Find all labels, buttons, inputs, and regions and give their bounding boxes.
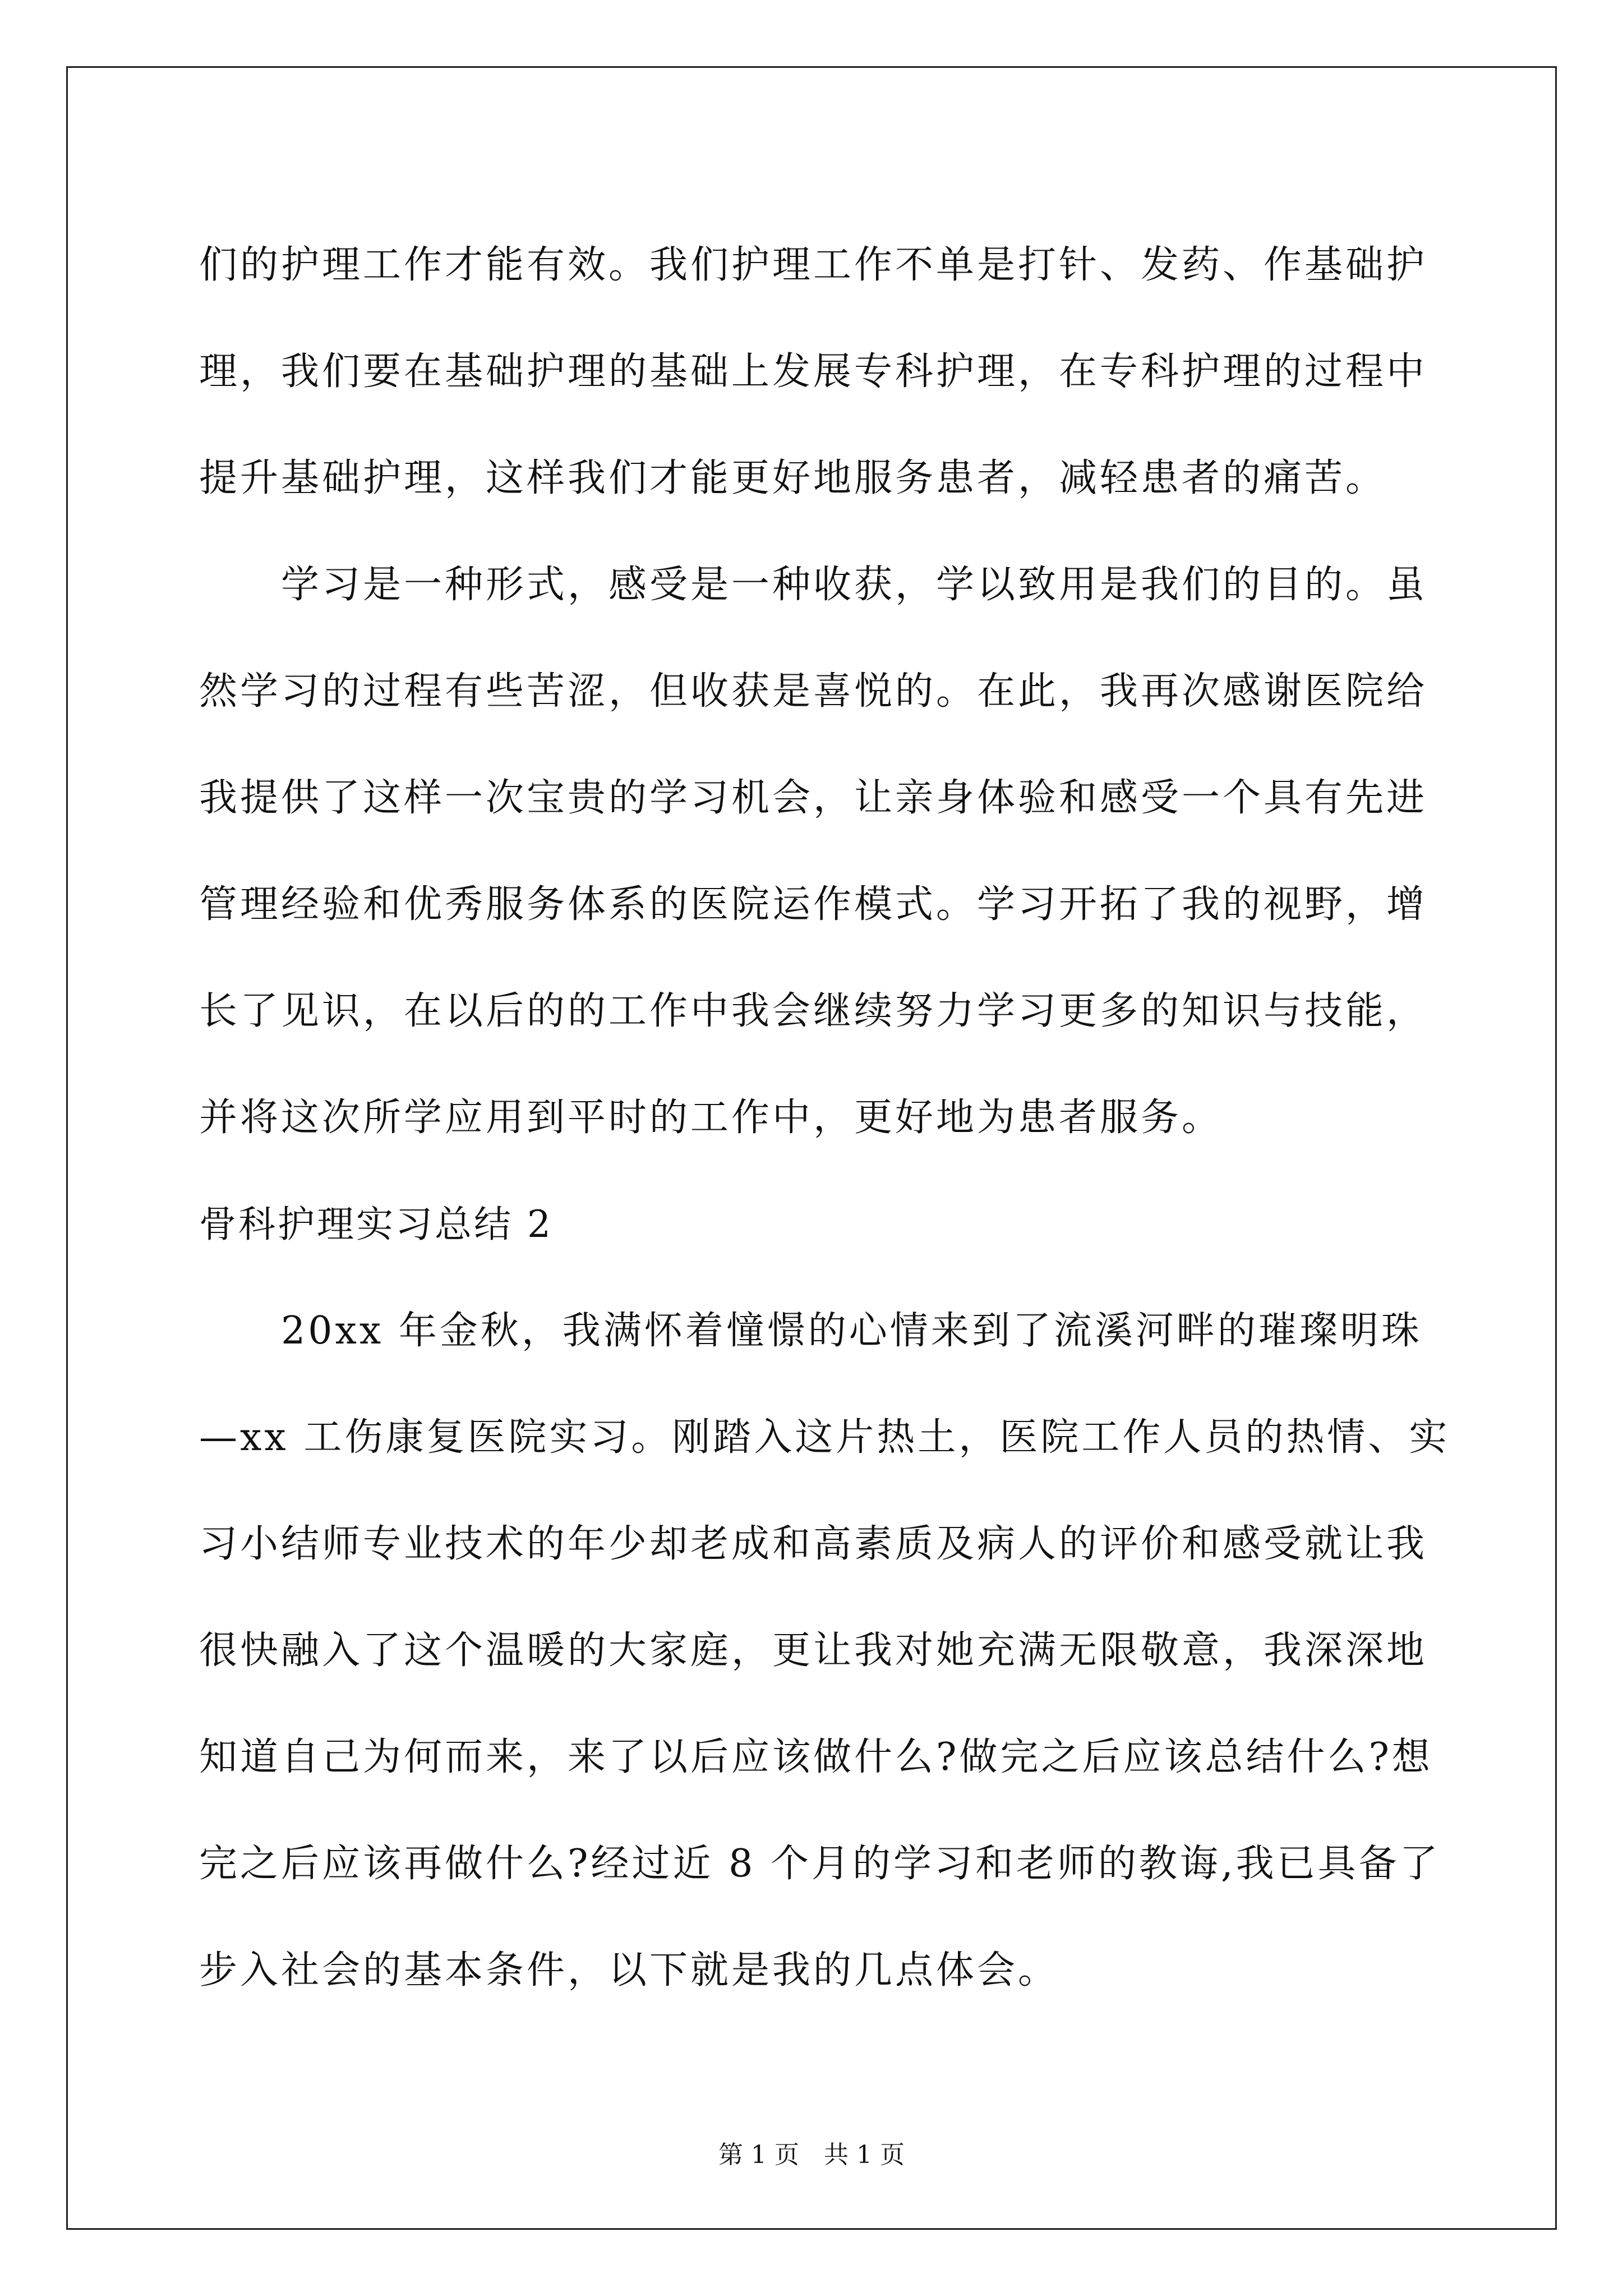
text-line: 20xx 年金秋，我满怀着憧憬的心情来到了流溪河畔的璀璨明珠: [199, 1309, 1422, 1353]
section-heading: 骨科护理实习总结 2: [199, 1203, 553, 1246]
text-line: 我提供了这样一次宝贵的学习机会，让亲身体验和感受一个具有先进: [199, 776, 1428, 820]
text-line: —xx 工伤康复医院实习。刚踏入这片热土，医院工作人员的热情、实: [199, 1415, 1450, 1460]
text-line: 理，我们要在基础护理的基础上发展专科护理，在专科护理的过程中: [199, 349, 1428, 394]
text-line: 长了见识，在以后的的工作中我会继续努力学习更多的知识与技能，: [199, 989, 1428, 1033]
text-line: 习小结师专业技术的年少却老成和高素质及病人的评价和感受就让我: [199, 1522, 1428, 1566]
text-line: 然学习的过程有些苦涩，但收获是喜悦的。在此，我再次感谢医院给: [199, 669, 1428, 714]
text-line: 很快融入了这个温暖的大家庭，更让我对她充满无限敬意，我深深地: [199, 1628, 1428, 1673]
text-line: 知道自己为何而来，来了以后应该做什么?做完之后应该总结什么?想: [199, 1735, 1433, 1779]
text-line: 学习是一种形式，感受是一种收获，学以致用是我们的目的。虽: [199, 563, 1428, 607]
text-line: 们的护理工作才能有效。我们护理工作不单是打针、发药、作基础护: [199, 243, 1428, 287]
text-line: 并将这次所学应用到平时的工作中，更好地为患者服务。: [199, 1096, 1223, 1140]
page-number-footer: 第 1 页 共 1 页: [718, 2141, 905, 2169]
text-line: 提升基础护理，这样我们才能更好地服务患者，减轻患者的痛苦。: [199, 456, 1387, 500]
document-body: [199, 212, 1450, 2024]
text-line: 管理经验和优秀服务体系的医院运作模式。学习开拓了我的视野，增: [199, 882, 1428, 927]
text-line: 完之后应该再做什么?经过近 8 个月的学习和老师的教诲,我已具备了: [199, 1842, 1441, 1886]
text-line: 步入社会的基本条件，以下就是我的几点体会。: [199, 1948, 1059, 1993]
